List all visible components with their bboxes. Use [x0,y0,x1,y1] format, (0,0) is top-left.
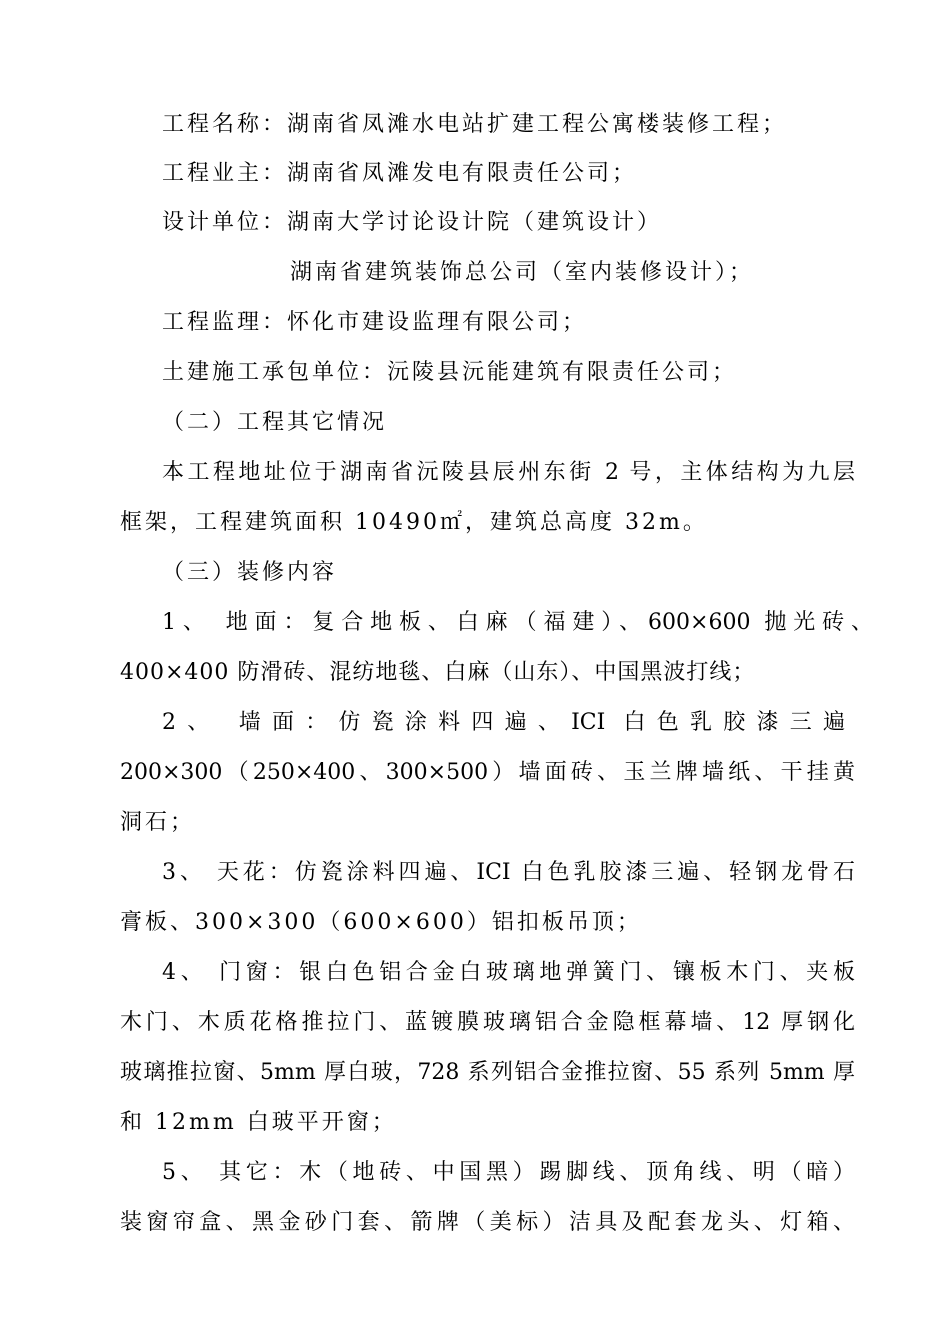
project-name-line: 工程名称：湖南省凤滩水电站扩建工程公寓楼装修工程； [162,112,788,137]
item-2-line-2: 200×300（250×400、300×500）墙面砖、玉兰牌墙纸、干挂黄 [120,760,855,785]
project-owner-line: 工程业主：湖南省凤滩发电有限责任公司； [162,161,638,186]
item-4-line-1: 4、 门窗：银白色铝合金白玻璃地弹簧门、镶板木门、夹板 [162,960,855,985]
item-1-line-2: 400×400 防滑砖、混纺地毯、白麻（山东）、中国黑波打线； [120,660,756,685]
overview-paragraph-line-2: 框架，工程建筑面积 10490㎡，建筑总高度 32m。 [120,510,708,535]
item-3-line-2: 膏板、300×300（600×600）铝扣板吊顶； [120,910,642,935]
section-heading-3: （三）装修内容 [162,560,338,585]
item-4-line-3: 玻璃推拉窗、5mm 厚白玻，728 系列铝合金推拉窗、55 系列 5mm 厚 [120,1060,855,1085]
supervision-line: 工程监理：怀化市建设监理有限公司； [162,310,588,335]
item-2-line-1: 2、 墙面：仿瓷涂料四遍、ICI 白色乳胶漆三遍 [162,710,845,735]
item-5-line-2: 装窗帘盒、黑金砂门套、箭牌（美标）洁具及配套龙头、灯箱、 [120,1210,855,1235]
item-2-line-3: 洞石； [120,810,196,835]
item-1-line-1: 1、 地面：复合地板、白麻（福建）、600×600 抛光砖、 [162,610,873,635]
item-4-line-2: 木门、木质花格推拉门、蓝镀膜玻璃铝合金隐框幕墙、12 厚钢化 [120,1010,855,1035]
item-3-line-1: 3、 天花：仿瓷涂料四遍、ICI 白色乳胶漆三遍、轻钢龙骨石 [162,860,855,885]
item-5-line-1: 5、 其它：木（地砖、中国黑）踢脚线、顶角线、明（暗） [162,1160,855,1185]
contractor-line: 土建施工承包单位：沅陵县沅能建筑有限责任公司； [162,360,738,385]
section-heading-2: （二）工程其它情况 [162,410,388,435]
design-unit-line: 设计单位：湖南大学讨论设计院（建筑设计） [162,210,663,235]
item-4-line-4: 和 12mm 白玻平开窗； [120,1110,397,1135]
design-unit-line-2: 湖南省建筑装饰总公司（室内装修设计）； [290,260,755,285]
overview-paragraph-line-1: 本工程地址位于湖南省沅陵县辰州东街 2 号，主体结构为九层 [162,460,855,485]
